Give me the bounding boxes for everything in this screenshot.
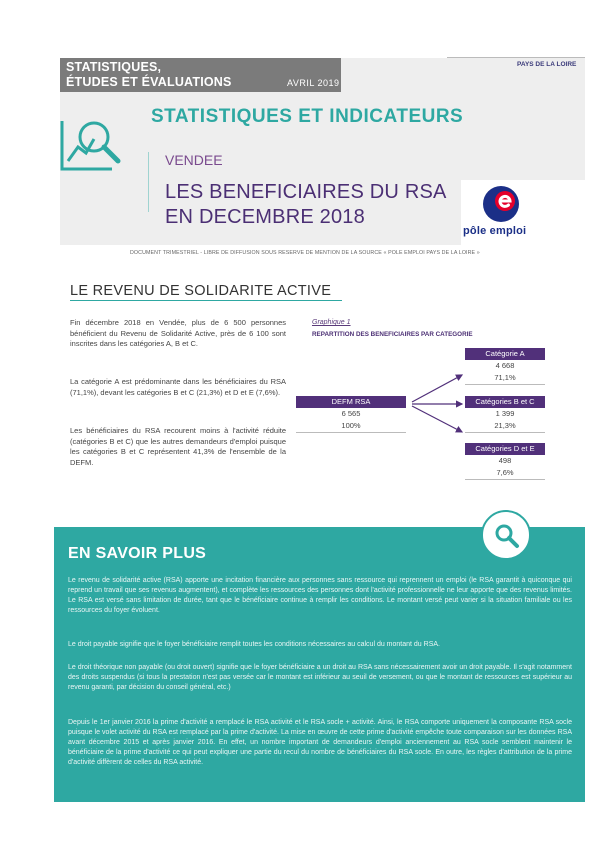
region-name: PAYS DE LA LOIRE (517, 61, 577, 68)
logo-text: pôle emploi (463, 225, 527, 237)
section-title: LE REVENU DE SOLIDARITE ACTIVE (70, 283, 332, 299)
target-pct-a: 71,1% (465, 372, 545, 385)
chart-label: Graphique 1 (312, 319, 351, 326)
category-paragraph: La catégorie A est prédominante dans les bénéficiaires du RSA (71,1%), devant les catégories B et C (21,3%) et D et E (7,6%). (70, 377, 286, 397)
intro-paragraph: Fin décembre 2018 en Vendée, plus de 6 500 personnes bénéficient du Revenu de Solidarité Active, près de 6 100 sont inscrites dans les catégories A, B et C. (70, 318, 286, 348)
arrow-to-category-a (412, 375, 462, 402)
source-value: 6 565 (341, 409, 361, 418)
main-title: STATISTIQUES ET INDICATEURS (151, 106, 464, 127)
info-paragraph-theorique: Le droit théorique non payable (ou droit ouvert) signifie que le foyer bénéficiaire a un droit au RSA sans nécessairement avoir un droit payable. Il s'agit notamment des droits suspendus (si tous la prestation n'est pas versée car le montant est inférieur au seuil de versement, ou que le montant de ressources est supérieur au revenu garanti, par décision du conseil général, etc.) (68, 664, 572, 691)
info-paragraph-payable: Le droit payable signifie que le foyer bénéficiaire remplit toutes les conditions nécessaires au calcul du montant du RSA. (68, 641, 440, 648)
target-box-bc: Catégories B et C (465, 396, 545, 408)
arrow-to-category-de (412, 406, 462, 432)
source-pct: 100% (296, 420, 406, 433)
search-icon (493, 522, 521, 550)
source-box: DEFM RSA (296, 396, 406, 408)
chart-title: REPARTITION DES BENEFICIAIRES PAR CATEGORIE (312, 331, 473, 338)
target-value-de: 498 (498, 456, 512, 465)
target-box-a: Catégorie A (465, 348, 545, 360)
info-paragraph-prime: Depuis le 1er janvier 2016 la prime d'activité a remplacé le RSA activité et le RSA socle + activité. Ainsi, le RSA comporte uniquement la composante RSA socle puisque le volet activité du RSA est remplacé par la prime d'activité. La mise en œuvre de cette prime d'activité empêche toute comparaison sur les données RSA avant décembre 2015 et après janvier 2016. En effet, un nombre important de demandeurs d'emploi anciennement au RSA socle semblent maintenir le bénéficiaire de la prime d'activité ce qui peut expliquer une partie du recul du nombre de bénéficiaires du RSA socle. En outre, les règles d'attribution de la prime d'activité diffèrent de celles du RSA activité. (68, 719, 572, 766)
report-title-line1: LES BENEFICIAIRES DU RSA (165, 181, 447, 203)
department-name: VENDEE (165, 152, 223, 168)
publication-label-line2: ÉTUDES ET ÉVALUATIONS (66, 75, 232, 89)
info-title: EN SAVOIR PLUS (68, 545, 207, 562)
target-value-a: 4 668 (495, 361, 515, 370)
target-box-de: Catégories D et E (465, 443, 545, 455)
target-pct-bc: 21,3% (465, 420, 545, 433)
target-pct-de: 7,6% (465, 467, 545, 480)
activity-paragraph: Les bénéficiaires du RSA recourent moins à l'activité réduite (catégories B et C) que les autres demandeurs d'emploi puisque les catégories B et C représentent 41,3% de l'ensemble de la DEFM. (70, 426, 286, 467)
publication-label-line1: STATISTIQUES, (66, 60, 162, 74)
report-title-line2: EN DECEMBRE 2018 (165, 206, 365, 228)
target-value-bc: 1 399 (495, 409, 515, 418)
info-paragraph-rsa: Le revenu de solidarité active (RSA) apporte une incitation financière aux personnes sans ressource qui reprennent un emploi (le RSA garantit à quiconque qui reprend un travail que ses revenus augmentent), et complète les ressources des personnes dont l'activité professionnelle ne leur apporte que des revenus limités. Le RSA est versé sans limitation de durée, tant que le bénéficiaire continue à remplir les conditions. Le montant versé peut varier si la situation familiale ou les ressources du foyer évoluent. (68, 577, 572, 614)
document-notice: DOCUMENT TRIMESTRIEL - LIBRE DE DIFFUSION SOUS RESERVE DE MENTION DE LA SOURCE « POLE EMPLOI PAYS DE LA LOIRE » (130, 250, 480, 256)
publication-date: AVRIL 2019 (287, 78, 340, 88)
info-badge (481, 510, 531, 560)
